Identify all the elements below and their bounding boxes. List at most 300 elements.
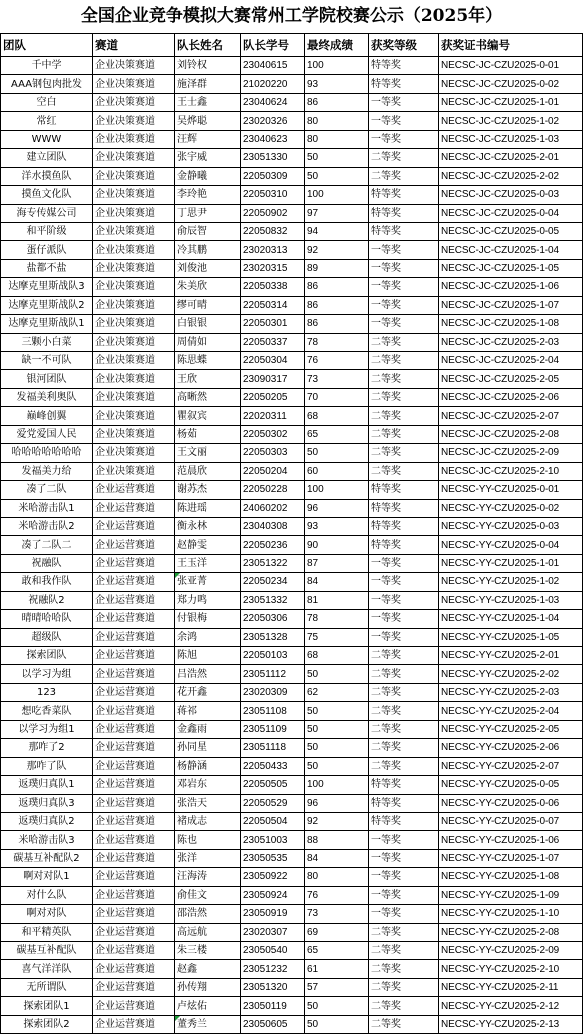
cell-award-level: 二等奖 [369, 757, 439, 775]
cell-leader-id: 24060202 [241, 499, 305, 517]
cell-award-level: 特等奖 [369, 481, 439, 499]
cell-certificate-number: NECSC-JC-CZU2025-0-03 [439, 186, 583, 204]
cell-leader-name: 刘俊池 [175, 259, 241, 277]
cell-award-level: 特等奖 [369, 776, 439, 794]
cell-track: 企业运营赛道 [93, 794, 175, 812]
cell-leader-name: 丁思尹 [175, 204, 241, 222]
cell-award-level: 二等奖 [369, 923, 439, 941]
table-row [1, 296, 583, 314]
cell-final-score: 73 [305, 905, 369, 923]
cell-team: 达摩克里斯战队1 [1, 315, 93, 333]
cell-leader-id: 21020220 [241, 75, 305, 93]
table-row [1, 481, 583, 499]
cell-award-level: 二等奖 [369, 407, 439, 425]
cell-leader-id: 23051108 [241, 702, 305, 720]
cell-team: 无所谓队 [1, 978, 93, 996]
cell-team: 探索团队2 [1, 1015, 93, 1033]
cell-track: 企业决策赛道 [93, 315, 175, 333]
table-row [1, 1015, 583, 1033]
cell-leader-name: 花开鑫 [175, 683, 241, 701]
cell-team: 常红 [1, 112, 93, 130]
cell-track: 企业运营赛道 [93, 923, 175, 941]
header-track: 赛道 [93, 34, 175, 57]
cell-final-score: 50 [305, 167, 369, 185]
cell-final-score: 100 [305, 481, 369, 499]
cell-award-level: 一等奖 [369, 93, 439, 111]
cell-certificate-number: NECSC-YY-CZU2025-2-07 [439, 757, 583, 775]
cell-final-score: 73 [305, 370, 369, 388]
cell-track: 企业决策赛道 [93, 149, 175, 167]
cell-track: 企业决策赛道 [93, 333, 175, 351]
cell-team: 探索团队1 [1, 997, 93, 1015]
cell-track: 企业决策赛道 [93, 296, 175, 314]
cell-final-score: 92 [305, 241, 369, 259]
cell-track: 企业决策赛道 [93, 130, 175, 148]
cell-final-score: 61 [305, 960, 369, 978]
table-header-row [1, 34, 583, 57]
cell-leader-name: 谢苏杰 [175, 481, 241, 499]
table-row [1, 499, 583, 517]
cell-final-score: 84 [305, 849, 369, 867]
cell-final-score: 81 [305, 591, 369, 609]
cell-award-level: 二等奖 [369, 167, 439, 185]
cell-final-score: 50 [305, 665, 369, 683]
cell-leader-name: 王欣 [175, 370, 241, 388]
cell-team: 探索团队 [1, 647, 93, 665]
cell-final-score: 68 [305, 407, 369, 425]
cell-leader-name: 邵浩然 [175, 905, 241, 923]
cell-final-score: 50 [305, 757, 369, 775]
cell-leader-name: 朱三楼 [175, 942, 241, 960]
cell-certificate-number: NECSC-JC-CZU2025-2-01 [439, 149, 583, 167]
cell-leader-id: 23050535 [241, 849, 305, 867]
cell-award-level: 一等奖 [369, 130, 439, 148]
cell-leader-id: 22050303 [241, 444, 305, 462]
cell-track: 企业决策赛道 [93, 186, 175, 204]
cell-final-score: 75 [305, 628, 369, 646]
cell-track: 企业运营赛道 [93, 886, 175, 904]
cell-award-level: 一等奖 [369, 868, 439, 886]
cell-leader-id: 22050310 [241, 186, 305, 204]
cell-final-score: 100 [305, 186, 369, 204]
cell-track: 企业运营赛道 [93, 517, 175, 535]
cell-team: 对什么队 [1, 886, 93, 904]
cell-final-score: 87 [305, 554, 369, 572]
cell-award-level: 二等奖 [369, 1015, 439, 1033]
cell-track: 企业决策赛道 [93, 370, 175, 388]
cell-team: 返璞归真队3 [1, 794, 93, 812]
cell-award-level: 一等奖 [369, 849, 439, 867]
cell-certificate-number: NECSC-YY-CZU2025-1-03 [439, 591, 583, 609]
cell-award-level: 一等奖 [369, 315, 439, 333]
cell-final-score: 78 [305, 610, 369, 628]
cell-final-score: 96 [305, 499, 369, 517]
cell-track: 企业运营赛道 [93, 978, 175, 996]
cell-certificate-number: NECSC-YY-CZU2025-1-05 [439, 628, 583, 646]
table-row [1, 739, 583, 757]
cell-award-level: 二等奖 [369, 149, 439, 167]
cell-leader-name: 白银银 [175, 315, 241, 333]
table-row [1, 960, 583, 978]
cell-leader-id: 22050236 [241, 536, 305, 554]
cell-final-score: 50 [305, 444, 369, 462]
cell-track: 企业决策赛道 [93, 407, 175, 425]
cell-track: 企业运营赛道 [93, 683, 175, 701]
cell-team: 祝融队2 [1, 591, 93, 609]
cell-certificate-number: NECSC-JC-CZU2025-1-07 [439, 296, 583, 314]
cell-team: 晴晴哈哈队 [1, 610, 93, 628]
cell-leader-name: 刘铃权 [175, 57, 241, 75]
cell-certificate-number: NECSC-JC-CZU2025-1-03 [439, 130, 583, 148]
cell-leader-id: 23020309 [241, 683, 305, 701]
cell-certificate-number: NECSC-JC-CZU2025-2-02 [439, 167, 583, 185]
cell-award-level: 二等奖 [369, 352, 439, 370]
cell-team: 碳基互补配队 [1, 942, 93, 960]
cell-team: 银河团队 [1, 370, 93, 388]
cell-track: 企业运营赛道 [93, 536, 175, 554]
table-row [1, 186, 583, 204]
cell-team: 那咋了队 [1, 757, 93, 775]
cell-final-score: 78 [305, 333, 369, 351]
cell-track: 企业运营赛道 [93, 499, 175, 517]
cell-leader-id: 23051320 [241, 978, 305, 996]
cell-leader-id: 22050433 [241, 757, 305, 775]
cell-final-score: 60 [305, 462, 369, 480]
cell-leader-name: 付银梅 [175, 610, 241, 628]
cell-award-level: 特等奖 [369, 222, 439, 240]
table-row [1, 665, 583, 683]
table-row [1, 241, 583, 259]
cell-certificate-number: NECSC-JC-CZU2025-1-06 [439, 278, 583, 296]
cell-certificate-number: NECSC-JC-CZU2025-2-10 [439, 462, 583, 480]
cell-team: 那咋了2 [1, 739, 93, 757]
cell-leader-name: 汪海涛 [175, 868, 241, 886]
cell-leader-id: 23050119 [241, 997, 305, 1015]
cell-award-level: 一等奖 [369, 112, 439, 130]
cell-track: 企业运营赛道 [93, 573, 175, 591]
table-row [1, 831, 583, 849]
table-row [1, 683, 583, 701]
table-row [1, 333, 583, 351]
table-row [1, 407, 583, 425]
cell-final-score: 50 [305, 702, 369, 720]
cell-track: 企业运营赛道 [93, 591, 175, 609]
cell-leader-name: 高晰然 [175, 388, 241, 406]
cell-award-level: 二等奖 [369, 702, 439, 720]
cell-leader-id: 22050832 [241, 222, 305, 240]
cell-award-level: 二等奖 [369, 665, 439, 683]
cell-track: 企业运营赛道 [93, 868, 175, 886]
table-row [1, 997, 583, 1015]
cell-leader-name: 陈也 [175, 831, 241, 849]
cell-leader-id: 23020326 [241, 112, 305, 130]
cell-certificate-number: NECSC-YY-CZU2025-1-06 [439, 831, 583, 849]
cell-final-score: 80 [305, 130, 369, 148]
cell-certificate-number: NECSC-JC-CZU2025-2-07 [439, 407, 583, 425]
cell-award-level: 特等奖 [369, 204, 439, 222]
cell-track: 企业决策赛道 [93, 462, 175, 480]
cell-final-score: 93 [305, 75, 369, 93]
cell-leader-name: 吴烨聪 [175, 112, 241, 130]
cell-award-level: 二等奖 [369, 978, 439, 996]
cell-team: AAA钢包肉批发 [1, 75, 93, 93]
table-row [1, 112, 583, 130]
cell-track: 企业运营赛道 [93, 610, 175, 628]
cell-leader-id: 22050228 [241, 481, 305, 499]
cell-track: 企业决策赛道 [93, 222, 175, 240]
cell-track: 企业决策赛道 [93, 112, 175, 130]
cell-leader-id: 22050306 [241, 610, 305, 628]
cell-final-score: 96 [305, 794, 369, 812]
cell-certificate-number: NECSC-YY-CZU2025-1-01 [439, 554, 583, 572]
cell-final-score: 50 [305, 720, 369, 738]
cell-final-score: 57 [305, 978, 369, 996]
table-row [1, 75, 583, 93]
header-leader-id: 队长学号 [241, 34, 305, 57]
cell-leader-name: 缪可晴 [175, 296, 241, 314]
cell-leader-name: 杨茹 [175, 425, 241, 443]
table-row [1, 573, 583, 591]
cell-certificate-number: NECSC-JC-CZU2025-0-04 [439, 204, 583, 222]
cell-award-level: 一等奖 [369, 296, 439, 314]
table-row [1, 57, 583, 75]
cell-certificate-number: NECSC-JC-CZU2025-1-02 [439, 112, 583, 130]
cell-final-score: 97 [305, 204, 369, 222]
cell-team: 蛋仔派队 [1, 241, 93, 259]
cell-leader-id: 22050504 [241, 812, 305, 830]
table-row [1, 886, 583, 904]
cell-leader-name: 冷其鹏 [175, 241, 241, 259]
cell-leader-name: 蒋祁 [175, 702, 241, 720]
cell-leader-name: 陈思蝶 [175, 352, 241, 370]
cell-leader-name: 赵鑫 [175, 960, 241, 978]
cell-team: 啊对对队 [1, 905, 93, 923]
cell-team: 返璞归真队2 [1, 812, 93, 830]
cell-award-level: 二等奖 [369, 739, 439, 757]
cell-track: 企业决策赛道 [93, 444, 175, 462]
cell-certificate-number: NECSC-JC-CZU2025-1-05 [439, 259, 583, 277]
cell-track: 企业决策赛道 [93, 93, 175, 111]
header-team: 团队 [1, 34, 93, 57]
cell-track: 企业决策赛道 [93, 167, 175, 185]
cell-leader-id: 22050337 [241, 333, 305, 351]
cell-leader-id: 22050314 [241, 296, 305, 314]
cell-final-score: 65 [305, 942, 369, 960]
cell-leader-id: 22050338 [241, 278, 305, 296]
table-row [1, 278, 583, 296]
cell-award-level: 特等奖 [369, 794, 439, 812]
table-row [1, 812, 583, 830]
cell-leader-id: 23051328 [241, 628, 305, 646]
cell-track: 企业决策赛道 [93, 75, 175, 93]
cell-team: 爱党爱国人民 [1, 425, 93, 443]
cell-team: 和平阶级 [1, 222, 93, 240]
cell-track: 企业运营赛道 [93, 812, 175, 830]
cell-team: 啊对对队1 [1, 868, 93, 886]
cell-award-level: 二等奖 [369, 425, 439, 443]
cell-team: 建立团队 [1, 149, 93, 167]
cell-final-score: 90 [305, 536, 369, 554]
cell-leader-name: 余鸿 [175, 628, 241, 646]
cell-leader-name: 周倩如 [175, 333, 241, 351]
cell-leader-name: 王文丽 [175, 444, 241, 462]
cell-certificate-number: NECSC-YY-CZU2025-2-05 [439, 720, 583, 738]
cell-leader-name: 张洋 [175, 849, 241, 867]
cell-award-level: 特等奖 [369, 517, 439, 535]
cell-track: 企业运营赛道 [93, 481, 175, 499]
cell-certificate-number: NECSC-JC-CZU2025-0-05 [439, 222, 583, 240]
cell-award-level: 二等奖 [369, 388, 439, 406]
cell-leader-name: 赵静雯 [175, 536, 241, 554]
cell-team: 喜气洋洋队 [1, 960, 93, 978]
cell-award-level: 二等奖 [369, 683, 439, 701]
cell-leader-name: 汪辉 [175, 130, 241, 148]
cell-award-level: 一等奖 [369, 259, 439, 277]
table-row [1, 554, 583, 572]
table-row [1, 315, 583, 333]
cell-team: 凑了二队二 [1, 536, 93, 554]
cell-award-level: 二等奖 [369, 370, 439, 388]
cell-award-level: 一等奖 [369, 610, 439, 628]
cell-certificate-number: NECSC-YY-CZU2025-2-12 [439, 997, 583, 1015]
cell-leader-name: 范晨欣 [175, 462, 241, 480]
cell-award-level: 二等奖 [369, 444, 439, 462]
cell-leader-id: 23051112 [241, 665, 305, 683]
cell-leader-name: 王玉洋 [175, 554, 241, 572]
cell-certificate-number: NECSC-YY-CZU2025-2-06 [439, 739, 583, 757]
table-row [1, 167, 583, 185]
cell-leader-id: 23051232 [241, 960, 305, 978]
cell-leader-name: 俞辰智 [175, 222, 241, 240]
cell-leader-name: 张浩天 [175, 794, 241, 812]
cell-team: 洋水摸鱼队 [1, 167, 93, 185]
cell-final-score: 86 [305, 278, 369, 296]
cell-team: 三颗小白菜 [1, 333, 93, 351]
cell-final-score: 92 [305, 812, 369, 830]
cell-leader-id: 23040623 [241, 130, 305, 148]
cell-leader-name: 孙同星 [175, 739, 241, 757]
cell-award-level: 二等奖 [369, 333, 439, 351]
cell-award-level: 特等奖 [369, 75, 439, 93]
cell-team: 盐都不盐 [1, 259, 93, 277]
cell-team: 米哈游击队3 [1, 831, 93, 849]
cell-track: 企业运营赛道 [93, 997, 175, 1015]
cell-team: 缺一不可队 [1, 352, 93, 370]
cell-track: 企业运营赛道 [93, 776, 175, 794]
cell-leader-name: 施泽群 [175, 75, 241, 93]
cell-award-level: 特等奖 [369, 499, 439, 517]
cell-team: 以学习为组1 [1, 720, 93, 738]
cell-team: 米哈游击队2 [1, 517, 93, 535]
cell-leader-id: 23040308 [241, 517, 305, 535]
cell-track: 企业运营赛道 [93, 720, 175, 738]
cell-certificate-number: NECSC-JC-CZU2025-1-01 [439, 93, 583, 111]
cell-final-score: 94 [305, 222, 369, 240]
cell-team: 以学习为组 [1, 665, 93, 683]
cell-leader-name: 高远航 [175, 923, 241, 941]
cell-award-level: 二等奖 [369, 720, 439, 738]
cell-leader-id: 22050304 [241, 352, 305, 370]
cell-team: 发福美力给 [1, 462, 93, 480]
table-row [1, 923, 583, 941]
cell-final-score: 89 [305, 259, 369, 277]
cell-award-level: 二等奖 [369, 462, 439, 480]
cell-certificate-number: NECSC-YY-CZU2025-0-03 [439, 517, 583, 535]
cell-leader-name: 张宇威 [175, 149, 241, 167]
cell-certificate-number: NECSC-YY-CZU2025-1-08 [439, 868, 583, 886]
cell-final-score: 68 [305, 647, 369, 665]
cell-certificate-number: NECSC-JC-CZU2025-2-05 [439, 370, 583, 388]
cell-leader-id: 22050505 [241, 776, 305, 794]
table-row [1, 757, 583, 775]
cell-leader-name: 金静曦 [175, 167, 241, 185]
table-row [1, 942, 583, 960]
cell-award-level: 一等奖 [369, 573, 439, 591]
cell-track: 企业决策赛道 [93, 425, 175, 443]
cell-certificate-number: NECSC-YY-CZU2025-2-08 [439, 923, 583, 941]
cell-leader-id: 23020307 [241, 923, 305, 941]
cell-award-level: 二等奖 [369, 647, 439, 665]
cell-leader-id: 22050529 [241, 794, 305, 812]
document-title: 全国企业竞争模拟大赛常州工学院校赛公示（2025年） [80, 6, 503, 26]
cell-team: 敢和我作队 [1, 573, 93, 591]
cell-certificate-number: NECSC-JC-CZU2025-0-02 [439, 75, 583, 93]
cell-award-level: 一等奖 [369, 241, 439, 259]
cell-team: WWW [1, 130, 93, 148]
cell-track: 企业决策赛道 [93, 388, 175, 406]
cell-team: 123 [1, 683, 93, 701]
cell-leader-id: 23050605 [241, 1015, 305, 1033]
cell-certificate-number: NECSC-YY-CZU2025-2-13 [439, 1015, 583, 1033]
cell-final-score: 84 [305, 573, 369, 591]
cell-final-score: 69 [305, 923, 369, 941]
cell-leader-name: 郑力鸣 [175, 591, 241, 609]
cell-leader-id: 22050302 [241, 425, 305, 443]
cell-leader-name: 邓岩东 [175, 776, 241, 794]
cell-leader-name: 俞佳文 [175, 886, 241, 904]
cell-leader-id: 22050902 [241, 204, 305, 222]
cell-final-score: 100 [305, 57, 369, 75]
cell-leader-id: 23051332 [241, 591, 305, 609]
cell-team: 哈哈哈哈哈哈哈 [1, 444, 93, 462]
cell-team: 空白 [1, 93, 93, 111]
cell-team: 千中学 [1, 57, 93, 75]
cell-team: 海专传媒公司 [1, 204, 93, 222]
cell-final-score: 80 [305, 112, 369, 130]
cell-certificate-number: NECSC-JC-CZU2025-1-08 [439, 315, 583, 333]
table-row [1, 517, 583, 535]
cell-leader-name: 陈旭 [175, 647, 241, 665]
cell-certificate-number: NECSC-JC-CZU2025-0-01 [439, 57, 583, 75]
cell-leader-name: 褚成志 [175, 812, 241, 830]
table-row [1, 259, 583, 277]
cell-leader-id: 23051330 [241, 149, 305, 167]
header-final-score: 最终成绩 [305, 34, 369, 57]
cell-award-level: 特等奖 [369, 57, 439, 75]
table-row [1, 352, 583, 370]
cell-leader-id: 22050309 [241, 167, 305, 185]
table-row [1, 849, 583, 867]
table-row [1, 610, 583, 628]
cell-certificate-number: NECSC-YY-CZU2025-2-02 [439, 665, 583, 683]
cell-certificate-number: NECSC-JC-CZU2025-2-03 [439, 333, 583, 351]
cell-track: 企业运营赛道 [93, 960, 175, 978]
cell-final-score: 100 [305, 776, 369, 794]
cell-final-score: 76 [305, 352, 369, 370]
cell-team: 超级队 [1, 628, 93, 646]
cell-track: 企业运营赛道 [93, 1015, 175, 1033]
cell-final-score: 93 [305, 517, 369, 535]
